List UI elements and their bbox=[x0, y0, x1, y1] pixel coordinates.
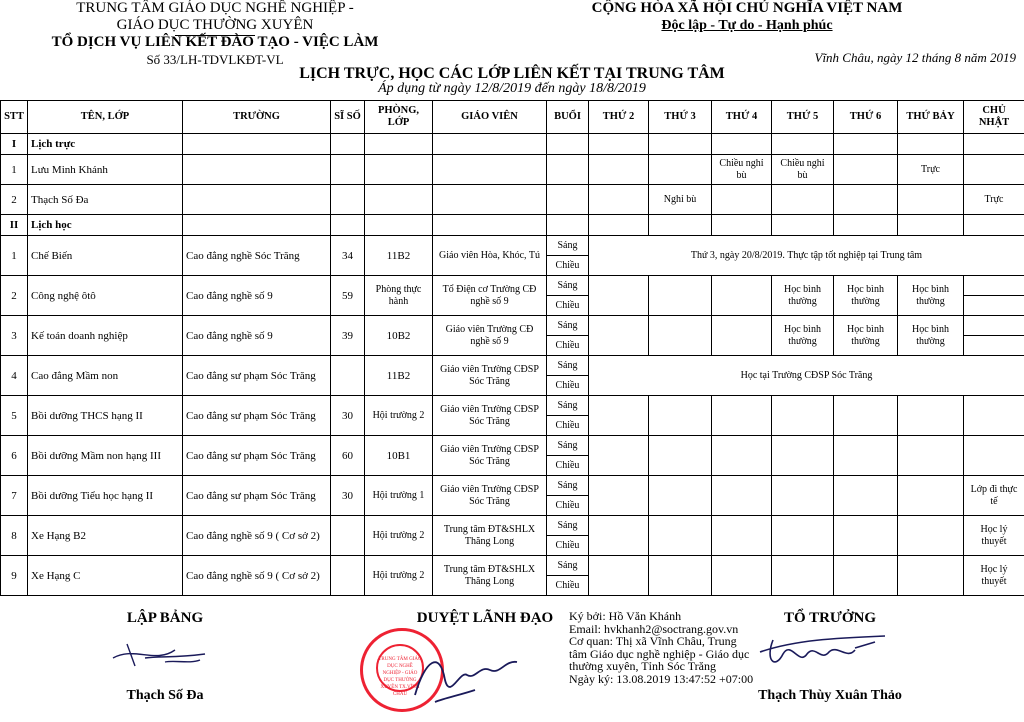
session-morning: Sáng bbox=[547, 516, 589, 536]
col-wed: THỨ 4 bbox=[712, 101, 772, 134]
cell-thu: Học bình thường bbox=[772, 276, 834, 316]
session-morning: Sáng bbox=[547, 356, 589, 376]
cell-sun: Học lý thuyết bbox=[964, 556, 1024, 596]
cell-sat: Học bình thường bbox=[898, 316, 964, 356]
col-thu: THỨ 5 bbox=[772, 101, 834, 134]
row-teacher: Trung tâm ĐT&SHLX Thăng Long bbox=[433, 556, 547, 596]
row-stt: 1 bbox=[1, 236, 28, 276]
row-name: Bồi dưỡng THCS hạng II bbox=[28, 396, 183, 436]
row-teacher: Giáo viên Hòa, Khóc, Tú bbox=[433, 236, 547, 276]
document-number: Số 33/LH-TDVLKĐT-VL bbox=[146, 52, 284, 67]
table-row bbox=[1, 396, 1024, 416]
session-afternoon: Chiều bbox=[547, 536, 589, 556]
col-fri: THỨ 6 bbox=[834, 101, 898, 134]
nation-motto: Độc lập - Tự do - Hạnh phúc bbox=[661, 18, 833, 33]
table-row bbox=[1, 185, 1024, 215]
row-count: 39 bbox=[331, 316, 365, 356]
session-afternoon: Chiều bbox=[547, 296, 589, 316]
row-school: Cao đẳng nghề số 9 ( Cơ sở 2) bbox=[183, 516, 331, 556]
col-sat: THỨ BẢY bbox=[898, 101, 964, 134]
row-count bbox=[331, 356, 365, 396]
leader-signature-mark bbox=[405, 640, 525, 710]
row-name: Bồi dưỡng Tiểu học hạng II bbox=[28, 476, 183, 516]
row-teacher: Giáo viên Trường CĐSP Sóc Trăng bbox=[433, 396, 547, 436]
document-title: LỊCH TRỰC, HỌC CÁC LỚP LIÊN KẾT TẠI TRUNG TÂM bbox=[299, 65, 725, 82]
col-sun: CHỦ NHẬT bbox=[964, 101, 1024, 134]
col-teacher: GIÁO VIÊN bbox=[433, 101, 547, 134]
session-afternoon: Chiều bbox=[547, 256, 589, 276]
table-row bbox=[1, 316, 1024, 336]
session-afternoon: Chiều bbox=[547, 416, 589, 436]
row-school: Cao đẳng sư phạm Sóc Trăng bbox=[183, 476, 331, 516]
row-room: 10B1 bbox=[365, 436, 433, 476]
row-name: Lưu Minh Khánh bbox=[28, 155, 183, 185]
row-room: Hội trường 2 bbox=[365, 516, 433, 556]
session-afternoon: Chiều bbox=[547, 576, 589, 596]
row-name: Thạch Số Đa bbox=[28, 185, 183, 215]
org-line-3: TỔ DỊCH VỤ LIÊN KẾT ĐÀO TẠO - VIỆC LÀM bbox=[51, 34, 379, 50]
row-room: 11B2 bbox=[365, 236, 433, 276]
section-label: Lịch học bbox=[28, 215, 183, 236]
document-subtitle: Áp dụng từ ngày 12/8/2019 đến ngày 18/8/2019 bbox=[378, 81, 646, 96]
session-afternoon: Chiều bbox=[547, 496, 589, 516]
cell-fri: Học bình thường bbox=[834, 276, 898, 316]
cell-wed: Chiều nghỉ bù bbox=[712, 155, 772, 185]
right-signer-title: TỔ TRƯỞNG bbox=[783, 610, 877, 626]
digsig-signer: Ký bởi: Hồ Văn Khánh bbox=[569, 609, 682, 623]
cell-sat: Trực bbox=[898, 155, 964, 185]
row-stt: 5 bbox=[1, 396, 28, 436]
col-stt: STT bbox=[1, 101, 28, 134]
row-name: Xe Hạng B2 bbox=[28, 516, 183, 556]
row-stt: 4 bbox=[1, 356, 28, 396]
row-count: 30 bbox=[331, 476, 365, 516]
table-row bbox=[1, 476, 1024, 496]
cell-sun: Học lý thuyết bbox=[964, 516, 1024, 556]
cell-sun: Lớp đi thực tế bbox=[964, 476, 1024, 516]
session-morning: Sáng bbox=[547, 436, 589, 456]
row-school: Cao đẳng sư phạm Sóc Trăng bbox=[183, 396, 331, 436]
stamp-text: TRUNG TÂM GIÁO DỤC NGHỀ NGHIỆP - GIÁO DỤC THƯỜNG XUYÊN TX.VĨNH CHÂU bbox=[376, 644, 424, 692]
section-row-study bbox=[1, 215, 1024, 236]
right-signer-name: Thạch Thùy Xuân Thảo bbox=[758, 688, 902, 703]
row-room: Phòng thực hành bbox=[365, 276, 433, 316]
schedule-table bbox=[0, 100, 1024, 596]
header-row bbox=[1, 101, 1024, 134]
row-school: Cao đẳng sư phạm Sóc Trăng bbox=[183, 356, 331, 396]
row-stt: 2 bbox=[1, 185, 28, 215]
nation-title: CỘNG HÒA XÃ HỘI CHỦ NGHĨA VIỆT NAM bbox=[591, 0, 903, 16]
row-stt: 9 bbox=[1, 556, 28, 596]
org-divider bbox=[175, 35, 255, 36]
cell-tue: Nghỉ bù bbox=[649, 185, 712, 215]
row-teacher: Tổ Điện cơ Trường CĐ nghề số 9 bbox=[433, 276, 547, 316]
table-row bbox=[1, 276, 1024, 296]
org-line-2: GIÁO DỤC THƯỜNG XUYÊN bbox=[116, 17, 314, 33]
row-school: Cao đẳng nghề Sóc Trăng bbox=[183, 236, 331, 276]
col-name: TÊN, LỚP bbox=[28, 101, 183, 134]
row-count: 60 bbox=[331, 436, 365, 476]
session-morning: Sáng bbox=[547, 476, 589, 496]
row-stt: 1 bbox=[1, 155, 28, 185]
session-morning: Sáng bbox=[547, 316, 589, 336]
row-room: 11B2 bbox=[365, 356, 433, 396]
table-row bbox=[1, 436, 1024, 456]
row-name: Xe Hạng C bbox=[28, 556, 183, 596]
col-school: TRƯỜNG bbox=[183, 101, 331, 134]
cell-fri: Học bình thường bbox=[834, 316, 898, 356]
session-morning: Sáng bbox=[547, 396, 589, 416]
digsig-email: Email: hvkhanh2@soctrang.gov.vn bbox=[569, 621, 739, 636]
col-count: SĨ SỐ bbox=[331, 101, 365, 134]
table-row bbox=[1, 356, 1024, 376]
row-stt: 6 bbox=[1, 436, 28, 476]
session-morning: Sáng bbox=[547, 276, 589, 296]
row-stt: 7 bbox=[1, 476, 28, 516]
row-name: Kế toán doanh nghiệp bbox=[28, 316, 183, 356]
row-school: Cao đẳng nghề số 9 bbox=[183, 276, 331, 316]
session-morning: Sáng bbox=[547, 556, 589, 576]
row-teacher: Giáo viên Trường CĐ nghề số 9 bbox=[433, 316, 547, 356]
row-school: Cao đẳng nghề số 9 bbox=[183, 316, 331, 356]
row-stt: 3 bbox=[1, 316, 28, 356]
row-count bbox=[331, 556, 365, 596]
row-name: Bồi dưỡng Mầm non hạng III bbox=[28, 436, 183, 476]
row-name: Chế Biến bbox=[28, 236, 183, 276]
digital-signature-info bbox=[569, 610, 754, 685]
table-row bbox=[1, 556, 1024, 576]
col-room: PHÒNG, LỚP bbox=[365, 101, 433, 134]
session-morning: Sáng bbox=[547, 236, 589, 256]
table-row bbox=[1, 516, 1024, 536]
session-afternoon: Chiều bbox=[547, 456, 589, 476]
section-row-duty bbox=[1, 134, 1024, 155]
mid-signer-title: DUYỆT LÃNH ĐẠO bbox=[416, 610, 554, 626]
row-count bbox=[331, 516, 365, 556]
session-afternoon: Chiều bbox=[547, 336, 589, 356]
row-teacher: Trung tâm ĐT&SHLX Thăng Long bbox=[433, 516, 547, 556]
row-teacher: Giáo viên Trường CĐSP Sóc Trăng bbox=[433, 436, 547, 476]
row-name: Công nghệ ôtô bbox=[28, 276, 183, 316]
row-count: 34 bbox=[331, 236, 365, 276]
org-line-1: TRUNG TÂM GIÁO DỤC NGHỀ NGHIỆP - bbox=[76, 0, 354, 16]
row-room: 10B2 bbox=[365, 316, 433, 356]
row-room: Hội trường 1 bbox=[365, 476, 433, 516]
session-afternoon: Chiều bbox=[547, 376, 589, 396]
table-row bbox=[1, 236, 1024, 256]
digsig-date: Ngày ký: 13.08.2019 13:47:52 +07:00 bbox=[569, 671, 754, 686]
row-stt: 8 bbox=[1, 516, 28, 556]
row-teacher: Giáo viên Trường CĐSP Sóc Trăng bbox=[433, 356, 547, 396]
section-label: Lịch trực bbox=[28, 134, 183, 155]
digsig-agency: Cơ quan: Thị xã Vĩnh Châu, Trung tâm Giáo dục nghề nghiệp - Giáo dục thường xuyên, Tỉnh Sóc Trăng bbox=[569, 634, 750, 673]
col-tue: THỨ 3 bbox=[649, 101, 712, 134]
table-row bbox=[1, 155, 1024, 185]
date-place: Vĩnh Châu, ngày 12 tháng 8 năm 2019 bbox=[814, 50, 1016, 65]
section-number: I bbox=[1, 134, 28, 155]
cell-sun: Trực bbox=[964, 185, 1024, 215]
cell-thu: Học bình thường bbox=[772, 316, 834, 356]
row-count: 30 bbox=[331, 396, 365, 436]
section-number: II bbox=[1, 215, 28, 236]
left-signer-title: LẬP BẢNG bbox=[126, 610, 204, 626]
row-count: 59 bbox=[331, 276, 365, 316]
row-school: Cao đẳng nghề số 9 ( Cơ sở 2) bbox=[183, 556, 331, 596]
right-signature-mark bbox=[755, 630, 895, 674]
cell-sat: Học bình thường bbox=[898, 276, 964, 316]
row-stt: 2 bbox=[1, 276, 28, 316]
row-school: Cao đẳng sư phạm Sóc Trăng bbox=[183, 436, 331, 476]
left-signer-name: Thạch Số Đa bbox=[126, 688, 204, 703]
col-session: BUỔI bbox=[547, 101, 589, 134]
row-room: Hội trường 2 bbox=[365, 396, 433, 436]
col-mon: THỨ 2 bbox=[589, 101, 649, 134]
row-name: Cao đẳng Mầm non bbox=[28, 356, 183, 396]
row-room: Hội trường 2 bbox=[365, 556, 433, 596]
row-note: Học tại Trường CĐSP Sóc Trăng bbox=[589, 356, 1024, 396]
cell-thu: Chiều nghỉ bù bbox=[772, 155, 834, 185]
row-note: Thứ 3, ngày 20/8/2019. Thực tập tốt nghiệp tại Trung tâm bbox=[589, 236, 1024, 276]
row-teacher: Giáo viên Trường CĐSP Sóc Trăng bbox=[433, 476, 547, 516]
left-signature-mark bbox=[105, 636, 215, 670]
